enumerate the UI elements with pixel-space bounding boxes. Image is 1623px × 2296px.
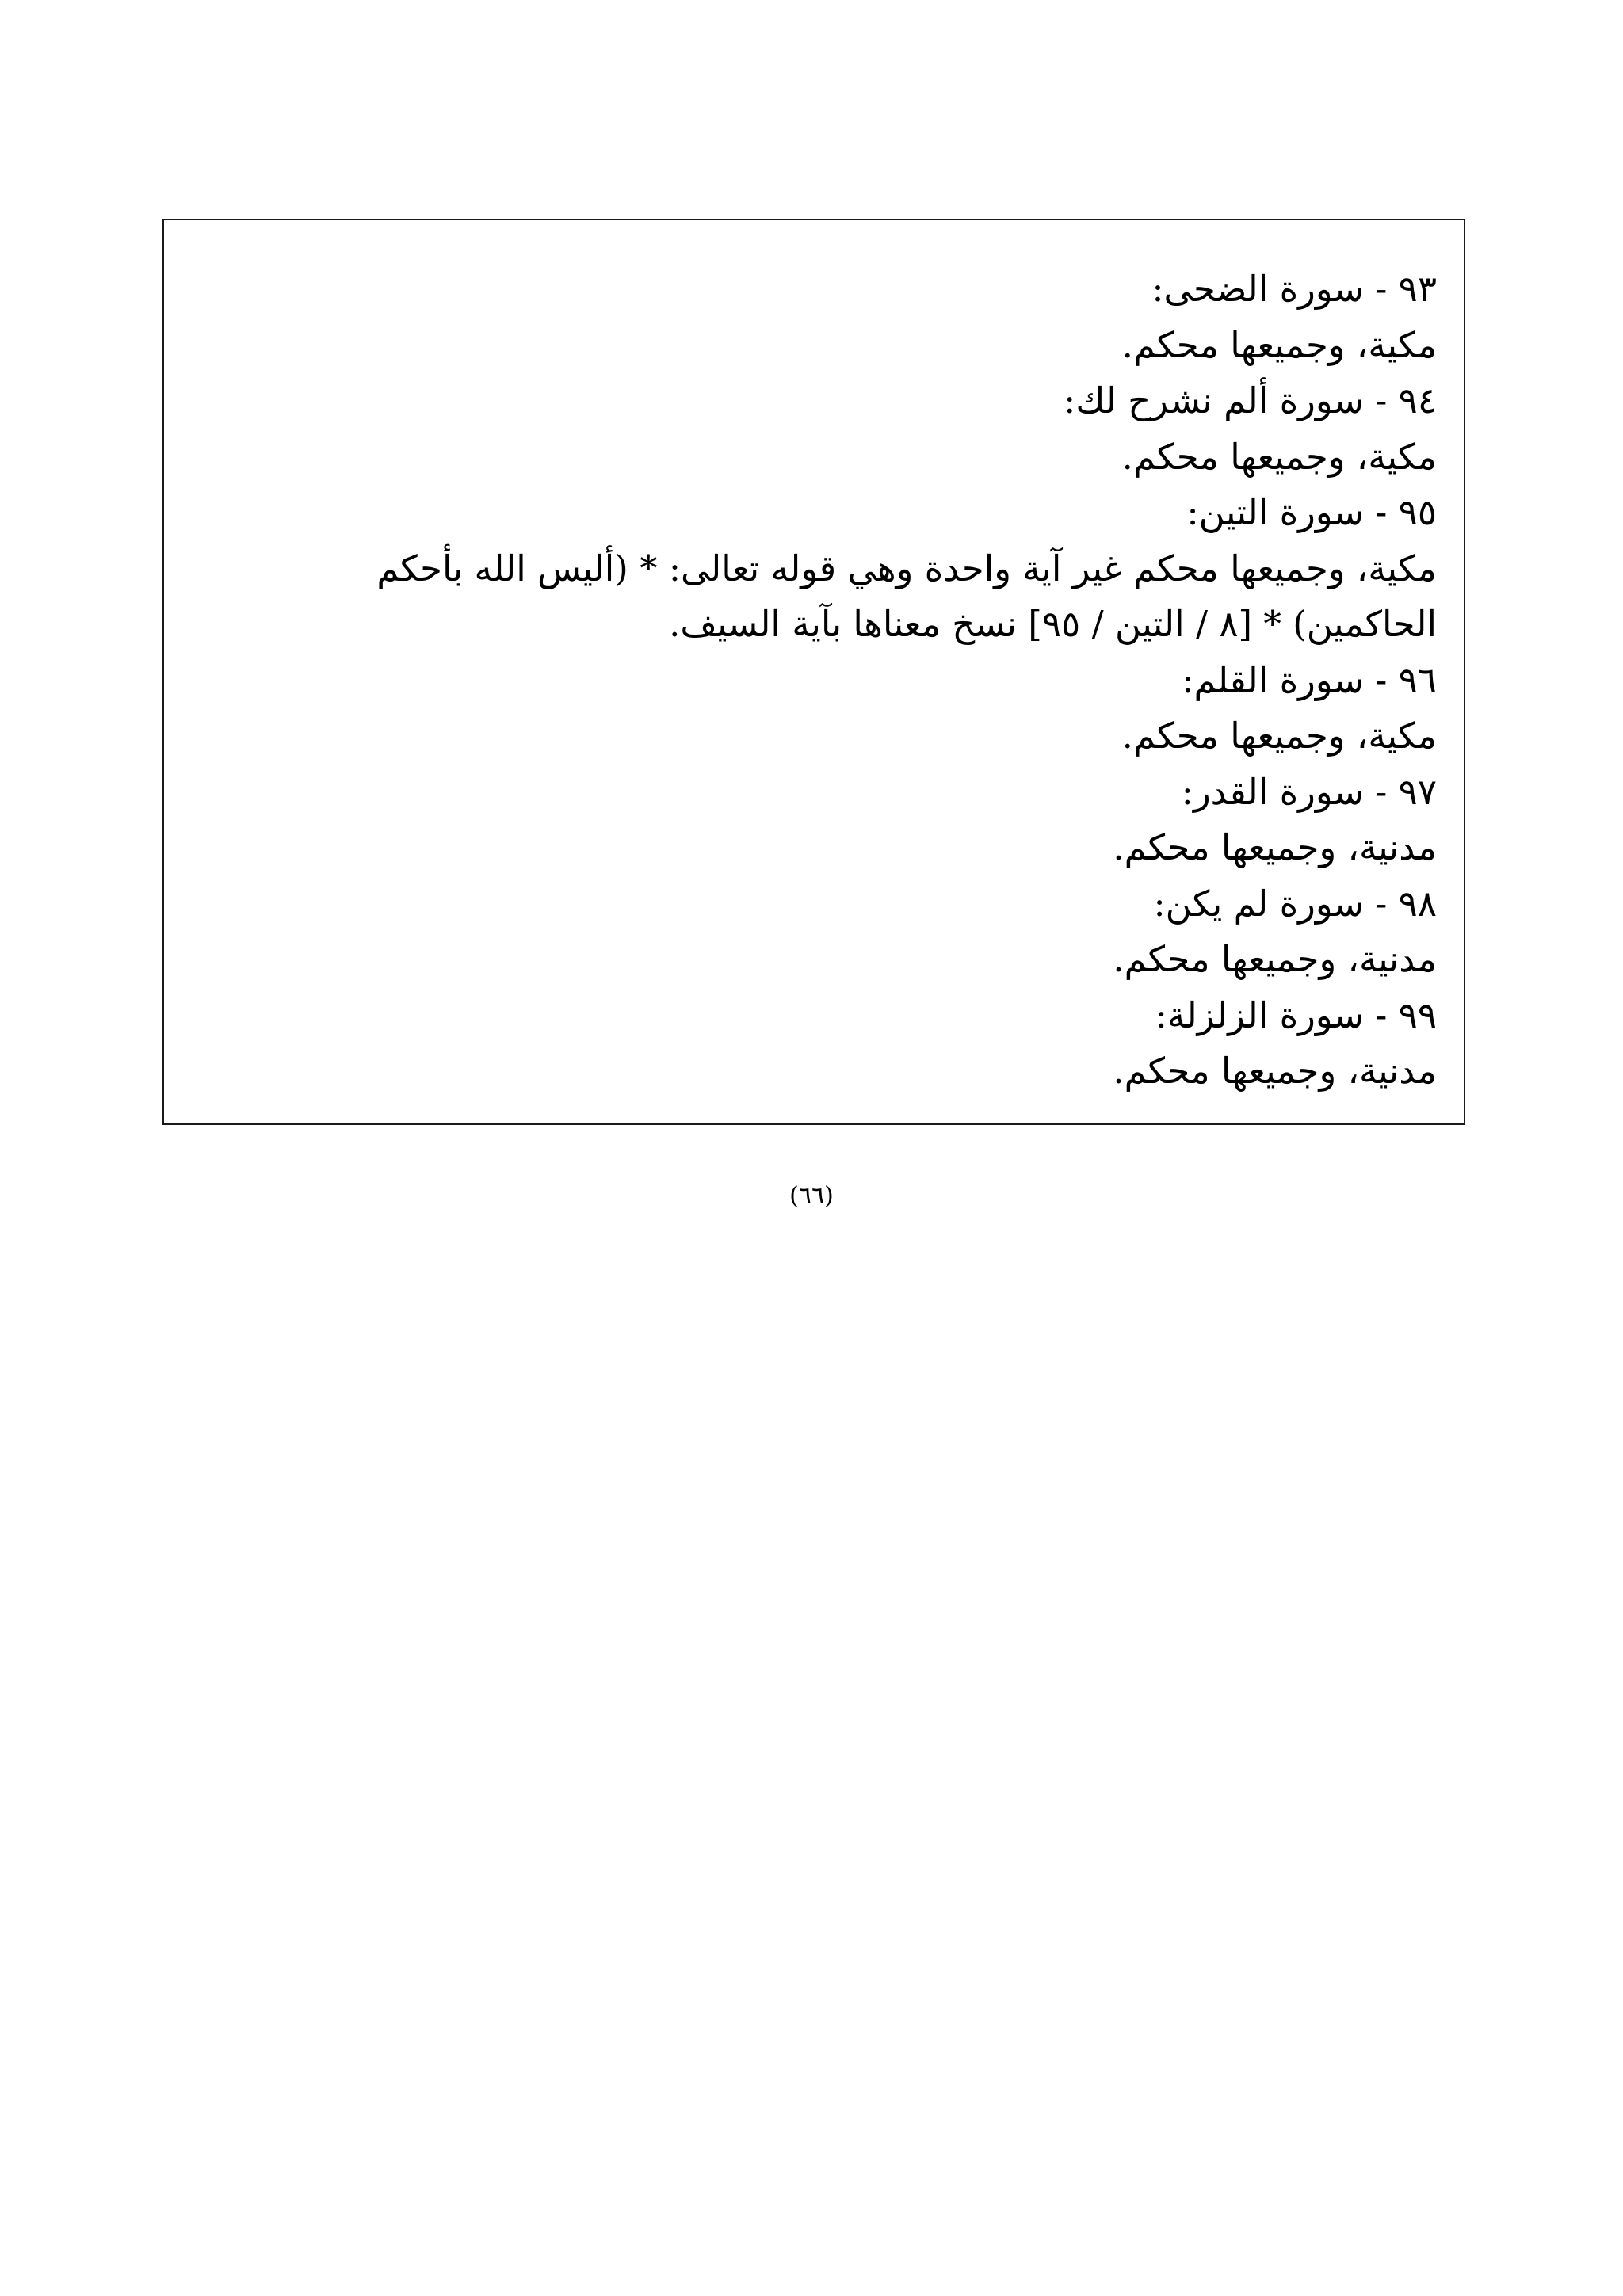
page-number: (٦٦) [789, 1182, 834, 1210]
surah-description: مكية، وجميعها محكم غير آية واحدة وهي قوله تعالى: * (أليس الله بأحكم الحاكمين) * [٨ / التين / ٩٥] نسخ معناها بآية السيف. [376, 547, 1437, 645]
surah-heading: ٩٦ - سورة القلم: [1182, 658, 1437, 701]
surah-heading: ٩٥ - سورة التين: [1186, 491, 1437, 533]
surah-description: مكية، وجميعها محكم. [1121, 715, 1437, 757]
surah-description: مكية، وجميعها محكم. [1121, 435, 1437, 478]
text-frame [162, 219, 1465, 1125]
surah-heading: ٩٤ - سورة ألم نشرح لك: [1064, 379, 1437, 421]
surah-description: مدنية، وجميعها محكم. [1113, 826, 1437, 868]
surah-description: مكية، وجميعها محكم. [1121, 323, 1437, 366]
surah-description: مدنية، وجميعها محكم. [1113, 938, 1437, 980]
surah-heading: ٩٨ - سورة لم يكن: [1153, 882, 1437, 925]
text-body [311, 261, 1437, 1100]
surah-heading: ٩٧ - سورة القدر: [1181, 770, 1437, 813]
surah-heading: ٩٣ - سورة الضحى: [1151, 268, 1437, 310]
surah-heading: ٩٩ - سورة الزلزلة: [1155, 994, 1437, 1036]
surah-description: مدنية، وجميعها محكم. [1113, 1050, 1437, 1092]
